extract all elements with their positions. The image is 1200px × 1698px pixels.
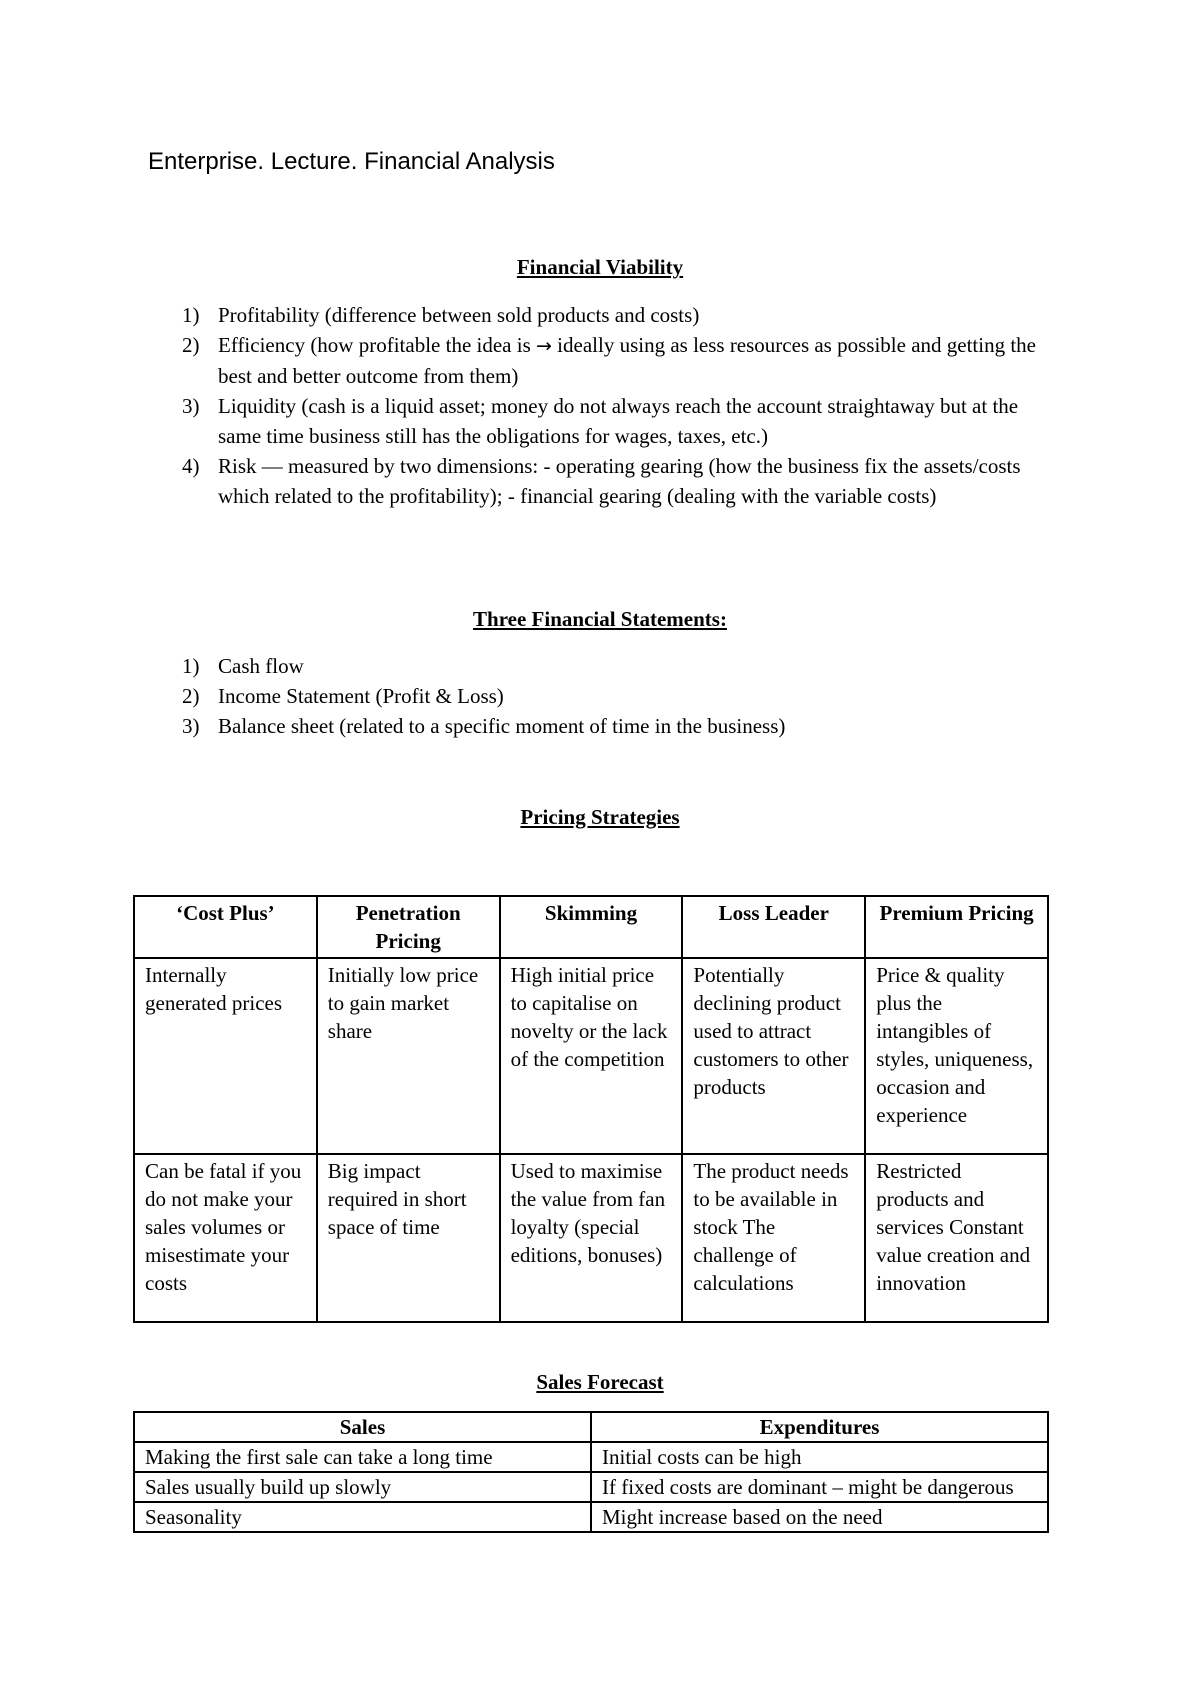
list-item [182, 330, 1062, 391]
financial-statements-heading: Three Financial Statements: [473, 607, 727, 631]
table-header-row [134, 1412, 1048, 1442]
list-item-text: Income Statement (Profit & Loss) [218, 684, 504, 708]
list-item [182, 300, 1062, 330]
pricing-strategies-table [133, 895, 1049, 1323]
column-header: Premium Pricing [865, 896, 1048, 958]
list-number: 3) [182, 714, 200, 738]
table-row [134, 1442, 1048, 1472]
sales-forecast-table [133, 1411, 1049, 1533]
table-cell: Can be fatal if you do not make your sales volumes or misestimate your costs [134, 1154, 317, 1322]
column-header: Skimming [500, 896, 683, 958]
list-item-text: Efficiency (how profitable the idea is [218, 333, 531, 357]
list-number: 1) [182, 303, 200, 327]
column-header: Loss Leader [682, 896, 865, 958]
list-item [182, 391, 1062, 451]
financial-viability-heading: Financial Viability [516, 255, 684, 279]
list-item [182, 711, 1062, 741]
table-row [134, 958, 1048, 1154]
list-number: 3) [182, 394, 200, 418]
list-item-text: Balance sheet (related to a specific moment of time in the business) [218, 714, 786, 738]
column-header: Expenditures [591, 1412, 1048, 1442]
table-cell: Initially low price to gain market share [317, 958, 500, 1154]
table-cell: Seasonality [134, 1502, 591, 1532]
list-item-text: Profitability (difference between sold products and costs) [218, 303, 700, 327]
list-number: 4) [182, 454, 200, 478]
table-cell: Initial costs can be high [591, 1442, 1048, 1472]
financial-viability-list [182, 300, 1062, 511]
sales-forecast-heading: Sales Forecast [536, 1370, 664, 1394]
column-header: Penetration Pricing [317, 896, 500, 958]
column-header: ‘Cost Plus’ [134, 896, 317, 958]
table-cell: Sales usually build up slowly [134, 1472, 591, 1502]
table-cell: Big impact required in short space of time [317, 1154, 500, 1322]
table-row [134, 1472, 1048, 1502]
table-row [134, 1502, 1048, 1532]
table-cell: Price & quality plus the intangibles of styles, uniqueness, occasion and experience [865, 958, 1048, 1154]
list-item [182, 681, 1062, 711]
table-cell: Might increase based on the need [591, 1502, 1048, 1532]
table-cell: Potentially declining product used to attract customers to other products [682, 958, 865, 1154]
table-cell: Restricted products and services Constant value creation and innovation [865, 1154, 1048, 1322]
table-cell: If fixed costs are dominant – might be dangerous [591, 1472, 1048, 1502]
list-item [182, 651, 1062, 681]
table-row [134, 1154, 1048, 1322]
table-cell: Making the first sale can take a long time [134, 1442, 591, 1472]
table-cell: Used to maximise the value from fan loyalty (special editions, bonuses) [500, 1154, 683, 1322]
right-arrow-icon: → [536, 335, 552, 357]
pricing-strategies-heading: Pricing Strategies [520, 805, 680, 829]
list-item-text: Liquidity (cash is a liquid asset; money do not always reach the account straightaway but at the same time business still has the obligations for wages, taxes, etc.) [218, 394, 1019, 448]
list-item-text: Cash flow [218, 654, 304, 678]
document-title: Enterprise. Lecture. Financial Analysis [148, 148, 555, 175]
list-item [182, 451, 1062, 511]
list-item-text: Risk — measured by two dimensions: - operating gearing (how the business fix the assets/costs which related to the profitability); - financial gearing (dealing with the variable costs) [218, 454, 1021, 508]
table-cell: High initial price to capitalise on novelty or the lack of the competition [500, 958, 683, 1154]
table-cell: The product needs to be available in stock The challenge of calculations [682, 1154, 865, 1322]
financial-statements-list [182, 651, 1062, 741]
table-cell: Internally generated prices [134, 958, 317, 1154]
table-header-row [134, 896, 1048, 958]
list-number: 2) [182, 684, 200, 708]
list-number: 2) [182, 333, 200, 357]
column-header: Sales [134, 1412, 591, 1442]
list-number: 1) [182, 654, 200, 678]
list-item-text-continued: ideally using as less resources as possible and getting the best and better outcome from them) [218, 333, 1036, 388]
